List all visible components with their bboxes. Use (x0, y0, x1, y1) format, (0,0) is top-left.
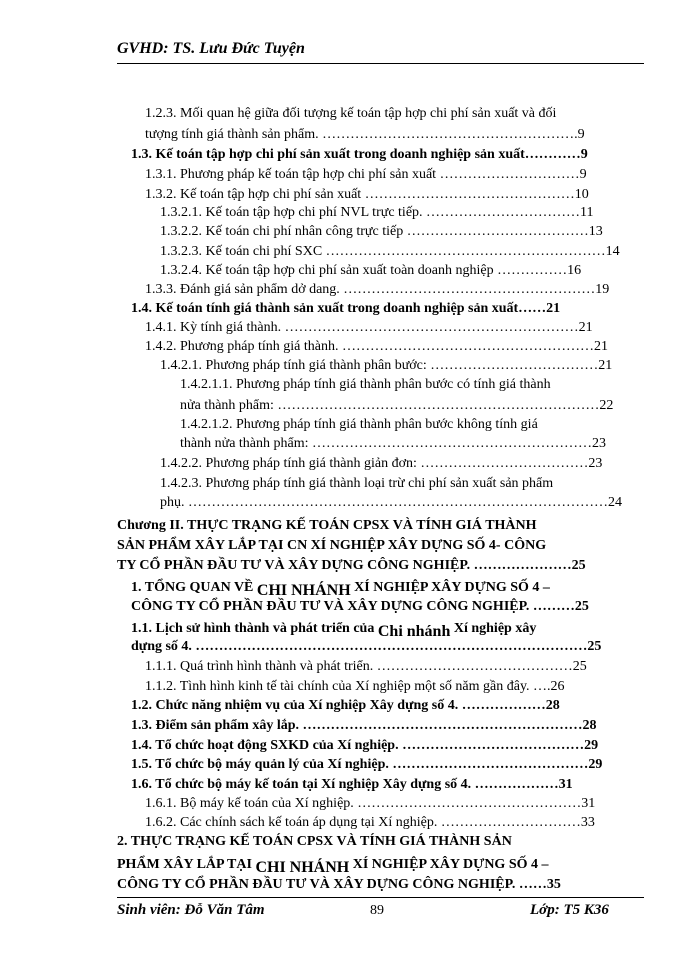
toc-entry (145, 794, 595, 813)
toc-entry (117, 516, 537, 535)
toc-entry (131, 145, 588, 164)
toc-entry-text: PHẨM XÂY LẮP TẠI (117, 857, 256, 872)
toc-entry (180, 396, 613, 415)
footer-rule (117, 897, 644, 898)
toc-entry-text-cont: Xí nghiệp xây (450, 621, 537, 636)
toc-entry-text: 1.3. Điểm sản phẩm xây lắp. ……………………………………………………28 (131, 718, 597, 733)
toc-entry-inline: Chi nhánh (377, 623, 451, 640)
toc-entry-text: 1.3.2.1. Kế toán tập hợp chi phí NVL trực tiếp. ……………………………11 (160, 205, 594, 220)
toc-entry (180, 375, 551, 394)
page-header-supervisor: GVHD: TS. Lưu Đức Tuyện (117, 40, 305, 57)
toc-entry-text: 1.3.2.4. Kế toán tập hợp chi phí sản xuất toàn doanh nghiệp ……………16 (160, 263, 582, 278)
toc-entry-text: 1.4. Tổ chức hoạt động SXKD của Xí nghiệp. …………………………………29 (131, 738, 599, 753)
toc-entry-text-cont: XÍ NGHIỆP XÂY DỰNG SỐ 4 – (349, 857, 549, 872)
toc-entry (131, 299, 560, 318)
toc-entry (131, 597, 589, 616)
toc-entry-text: 1.2. Chức năng nhiệm vụ của Xí nghiệp Xây dựng số 4. ………………28 (131, 698, 560, 713)
toc-entry-text: 1.1. Lịch sử hình thành và phát triển của (131, 621, 378, 636)
toc-entry-text: 1.4.2.1. Phương pháp tính giá thành phân bước: ………………………………21 (160, 358, 613, 373)
toc-entry-text: 1.4. Kế toán tính giá thành sản xuất trong doanh nghiệp sản xuất……21 (131, 301, 561, 316)
toc-entry-text: CÔNG TY CỔ PHẦN ĐẦU TƯ VÀ XÂY DỰNG CÔNG NGHIỆP. ……35 (117, 877, 561, 892)
footer-class: Lớp: T5 K36 (530, 902, 609, 918)
toc-entry (145, 280, 609, 299)
toc-entry (117, 854, 549, 874)
toc-entry (145, 125, 585, 144)
toc-entry-text: 1.6.1. Bộ máy kế toán của Xí nghiệp. …………………………………………31 (145, 796, 596, 811)
toc-entry (180, 415, 538, 434)
toc-entry (160, 203, 594, 222)
toc-entry (117, 536, 546, 555)
toc-entry-text: thành nửa thành phẩm: ……………………………………………………23 (180, 436, 607, 451)
toc-entry (160, 474, 553, 493)
toc-entry-text: 1.4.2. Phương pháp tính giá thành. ………………………………………………21 (145, 339, 608, 354)
toc-entry (117, 556, 586, 575)
toc-entry-text: tượng tính giá thành sản phẩm. ……………………………………………….9 (145, 127, 585, 142)
toc-entry (145, 165, 587, 184)
toc-entry (117, 832, 512, 851)
toc-entry-text: 1.1.2. Tình hình kinh tế tài chính của Xí nghiệp một số năm gần đây. ….26 (145, 679, 565, 694)
toc-entry-text: 1.3.1. Phương pháp kế toán tập hợp chi phí sản xuất …………………………9 (145, 167, 587, 182)
toc-entry-inline: CHI NHÁNH (256, 582, 351, 599)
toc-entry-text: 1.4.2.1.1. Phương pháp tính giá thành phân bước có tính giá thành (180, 377, 551, 392)
toc-entry-text: nửa thành phẩm: ……………………………………………………………22 (180, 398, 614, 413)
toc-entry (160, 222, 603, 241)
toc-entry (160, 242, 620, 261)
toc-entry-text: 1.4.2.2. Phương pháp tính giá thành giản đơn: ………………………………23 (160, 456, 603, 471)
toc-entry-text: 1.3.3. Đánh giá sản phẩm dở dang. ………………………………………………19 (145, 282, 610, 297)
toc-entry (145, 337, 608, 356)
toc-entry-text: 1.4.2.3. Phương pháp tính giá thành loại trừ chi phí sản xuất sản phẩm (160, 476, 554, 491)
toc-entry-text: 1.5. Tổ chức bộ máy quản lý của Xí nghiệp. ……………………………………29 (131, 757, 603, 772)
toc-entry-text-cont: XÍ NGHIỆP XÂY DỰNG SỐ 4 – (350, 580, 550, 595)
toc-entry (180, 434, 606, 453)
toc-entry (131, 716, 597, 735)
toc-entry (145, 104, 556, 123)
toc-entry (145, 185, 589, 204)
toc-entry (160, 356, 612, 375)
toc-entry (131, 696, 560, 715)
toc-entry-text: 1.6.2. Các chính sách kế toán áp dụng tại Xí nghiệp. …………………………33 (145, 815, 595, 830)
toc-entry (117, 875, 561, 894)
toc-entry (131, 577, 550, 597)
toc-entry-text: 1.6. Tổ chức bộ máy kế toán tại Xí nghiệp Xây dựng số 4. ………………31 (131, 777, 573, 792)
toc-entry-text: dựng số 4. …………………………………………………………………………25 (131, 639, 602, 654)
toc-entry-text: 1.4.2.1.2. Phương pháp tính giá thành phân bước không tính giá (180, 417, 538, 432)
toc-entry-text: 2. THỰC TRẠNG KẾ TOÁN CPSX VÀ TÍNH GIÁ THÀNH SẢN (117, 834, 512, 849)
toc-entry (160, 454, 602, 473)
toc-entry-text: 1.4.1. Kỳ tính giá thành. ………………………………………………………21 (145, 320, 593, 335)
toc-entry (145, 677, 565, 696)
toc-entry-text: Chương II. THỰC TRẠNG KẾ TOÁN CPSX VÀ TÍNH GIÁ THÀNH (117, 518, 537, 533)
toc-entry (131, 736, 598, 755)
toc-entry-text: TY CỔ PHẦN ĐẦU TƯ VÀ XÂY DỰNG CÔNG NGHIỆP. …………………25 (117, 558, 586, 573)
toc-entry-text: 1.1.1. Quá trình hình thành và phát triển. ……………………………………25 (145, 659, 587, 674)
footer-page-number: 89 (370, 903, 384, 918)
toc-entry (160, 261, 581, 280)
toc-entry (131, 755, 602, 774)
header-rule (117, 63, 644, 64)
toc-entry (131, 637, 601, 656)
toc-entry (145, 657, 587, 676)
toc-entry-text: 1.3.2.2. Kế toán chi phí nhân công trực tiếp …………………………………13 (160, 224, 603, 239)
toc-entry-text: 1.2.3. Mối quan hệ giữa đối tượng kế toán tập hợp chi phí sản xuất và đối (145, 106, 557, 121)
toc-entry (131, 618, 536, 638)
toc-entry-text: 1. TỔNG QUAN VỀ (131, 580, 257, 595)
toc-entry-text: 1.3.2.3. Kế toán chi phí SXC ……………………………………………………14 (160, 244, 620, 259)
toc-entry-inline: CHI NHÁNH (255, 859, 350, 876)
toc-entry (145, 813, 595, 832)
toc-entry-text: phụ. ………………………………………………………………………………24 (160, 495, 622, 510)
toc-entry (160, 493, 622, 512)
toc-entry-text: SẢN PHẨM XÂY LẮP TẠI CN XÍ NGHIỆP XÂY DỰNG SỐ 4- CÔNG (117, 538, 547, 553)
footer-student: Sinh viên: Đỗ Văn Tâm (117, 902, 265, 918)
toc-entry (145, 318, 593, 337)
toc-entry-text: 1.3.2. Kế toán tập hợp chi phí sản xuất ………………………………………10 (145, 187, 589, 202)
toc-entry (131, 775, 573, 794)
toc-entry-text: CÔNG TY CỔ PHẦN ĐẦU TƯ VÀ XÂY DỰNG CÔNG NGHIỆP. ………25 (131, 599, 589, 614)
toc-entry-text: 1.3. Kế toán tập hợp chi phí sản xuất trong doanh nghiệp sản xuất…………9 (131, 147, 588, 162)
